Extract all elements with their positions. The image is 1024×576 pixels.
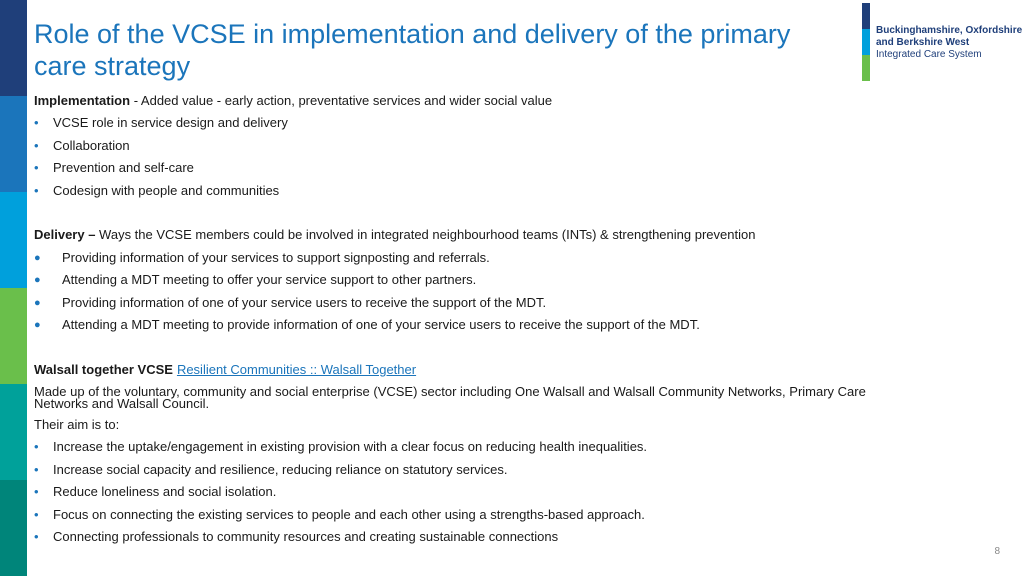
list-item (34, 112, 994, 134)
walsall-together-link[interactable]: Resilient Communities :: Walsall Together (176, 361, 417, 377)
list-item (34, 526, 994, 548)
list-item-text: Increase the uptake/engagement in existing provision with a clear focus on reducing health inequalities. (53, 439, 648, 455)
implementation-text: - Added value - early action, preventative services and wider social value (130, 93, 553, 108)
bullet-icon: • (34, 137, 39, 153)
logo-line-2: and Berkshire West (876, 37, 970, 48)
bullet-icon: • (34, 160, 39, 176)
list-item-text: Codesign with people and communities (53, 182, 280, 198)
list-item (34, 314, 994, 336)
list-item (34, 269, 994, 291)
bullet-icon: • (34, 182, 39, 198)
side-bar-segment (0, 192, 27, 288)
bullet-icon: ● (34, 318, 41, 331)
side-color-bar (0, 0, 27, 576)
logo-line-1: Buckinghamshire, Oxfordshire (876, 25, 1023, 36)
list-item (34, 459, 994, 481)
list-item (34, 481, 994, 503)
delivery-text: Ways the VCSE members could be involved in integrated neighbourhood teams (INTs) & strengthening prevention (95, 227, 756, 243)
ics-logo (862, 3, 1022, 83)
logo-bar (862, 3, 870, 81)
list-item (34, 436, 994, 458)
list-item-text: Providing information of your services to support signposting and referrals. (62, 249, 490, 265)
list-item-text: Reduce loneliness and social isolation. (53, 484, 277, 500)
delivery-heading-line (34, 224, 994, 246)
walsall-heading-line (34, 359, 994, 381)
bullet-icon: • (34, 115, 39, 131)
implementation-heading-line (34, 90, 994, 112)
bullet-icon: ● (34, 251, 41, 264)
bullet-icon: • (34, 529, 39, 545)
list-item-text: VCSE role in service design and delivery (53, 115, 288, 131)
list-item-text: Attending a MDT meeting to provide information of one of your service users to receive the support of the MDT. (62, 316, 700, 332)
logo-line-3: Integrated Care System (876, 49, 982, 60)
bullet-icon: • (34, 506, 39, 522)
list-item-text: Providing information of one of your service users to receive the support of the MDT. (62, 294, 547, 310)
list-item-text: Increase social capacity and resilience, reducing reliance on statutory services. (53, 461, 508, 477)
page-title: Role of the VCSE in implementation and delivery of the primary care strategy (34, 19, 791, 81)
list-item (34, 180, 994, 202)
slide-content (34, 90, 994, 548)
page-number: 8 (994, 546, 1000, 557)
list-item (34, 157, 994, 179)
bullet-icon: ● (34, 296, 41, 309)
list-item (34, 504, 994, 526)
side-bar-segment (0, 96, 27, 192)
implementation-heading: Implementation (34, 93, 131, 108)
bullet-icon: • (34, 484, 39, 500)
side-bar-segment (0, 480, 27, 576)
bullet-icon: ● (34, 274, 41, 287)
list-item-text: Focus on connecting the existing services to people and each other using a strengths-based approach. (53, 506, 645, 522)
walsall-description (34, 381, 994, 414)
list-item-text: Connecting professionals to community resources and creating sustainable connections (53, 529, 559, 545)
walsall-heading: Walsall together VCSE (34, 361, 173, 377)
list-item (34, 292, 994, 314)
list-item (34, 135, 994, 157)
list-item (34, 247, 994, 269)
walsall-description-line-1: Made up of the voluntary, community and social enterprise (VCSE) sector including One Walsall and Walsall Community Networks, Primary Care (34, 384, 866, 400)
list-item-text: Attending a MDT meeting to offer your service support to other partners. (62, 272, 477, 288)
aim-intro: Their aim is to: (34, 417, 120, 433)
side-bar-segment (0, 288, 27, 384)
delivery-heading: Delivery – (34, 227, 96, 243)
side-bar-segment (0, 384, 27, 480)
list-item-text: Collaboration (53, 137, 130, 153)
bullet-icon: • (34, 439, 39, 455)
walsall-description-line-2: Networks and Walsall Council. (34, 396, 210, 412)
bullet-icon: • (34, 461, 39, 477)
side-bar-segment (0, 0, 27, 96)
list-item-text: Prevention and self-care (53, 160, 194, 176)
